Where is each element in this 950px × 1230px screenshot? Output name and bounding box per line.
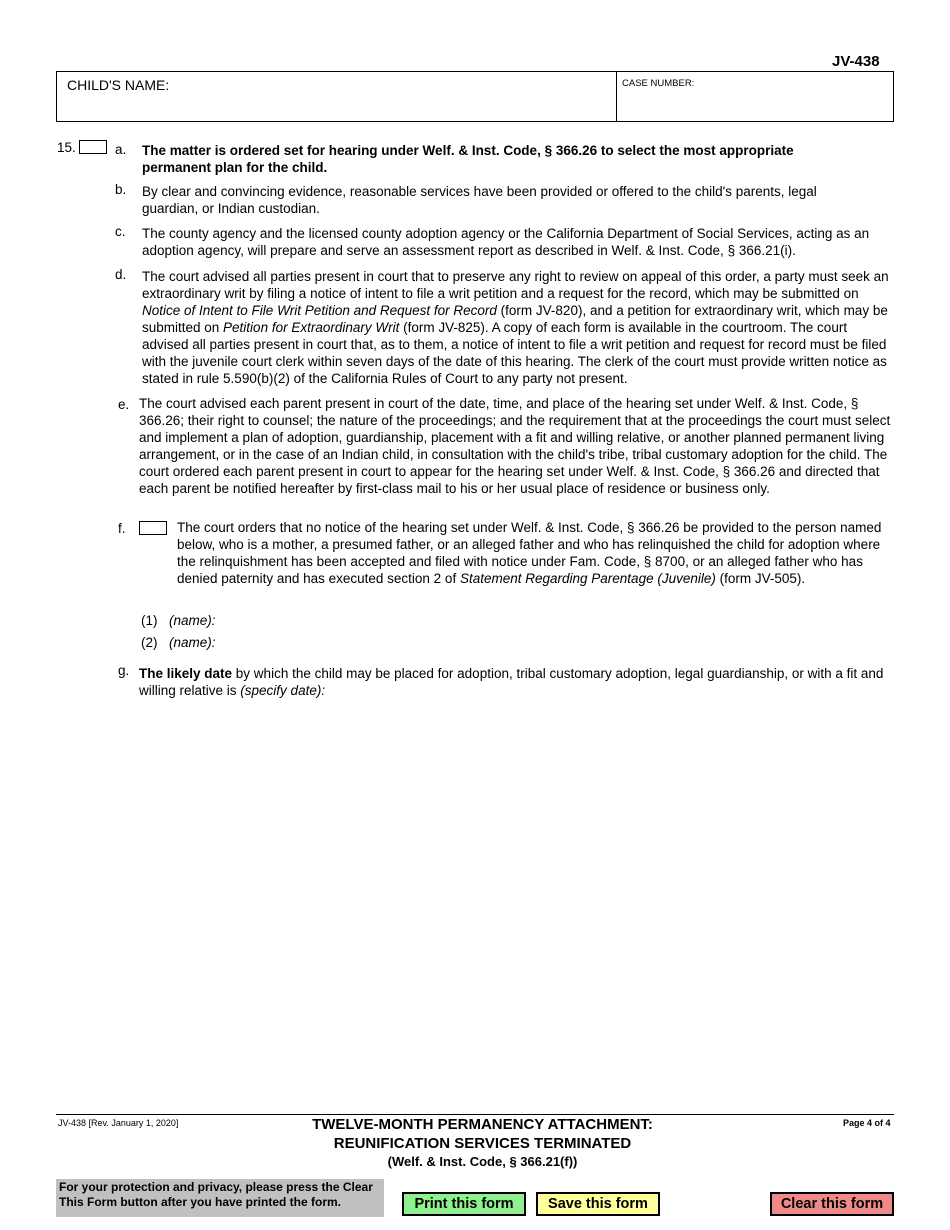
name-2-field[interactable] — [222, 632, 882, 650]
name-2-label: (name): — [169, 635, 216, 650]
item-f-letter: f. — [118, 521, 126, 536]
item-f-checkbox[interactable] — [139, 521, 167, 535]
name-2-number: (2) — [141, 635, 158, 650]
item-f-text: The court orders that no notice of the hearing set under Welf. & Inst. Code, § 366.26 be provided to the person named below, who is a mother, a presumed father, or an alleged father and who has relinquished the child for adoption where the relinquishment has been accepted and filed with notice under Fam. Code, § 8700, or an alleged father who has denied paternity and has executed section 2 of Statement Regarding Parentage (Juvenile) (form JV-505). — [177, 520, 882, 586]
save-button[interactable]: Save this form — [536, 1192, 660, 1216]
privacy-notice: For your protection and privacy, please press the Clear This Form button after you have printed the form. — [56, 1179, 384, 1217]
footer-title-line2: REUNIFICATION SERVICES TERMINATED — [333, 1135, 632, 1152]
item-a-letter: a. — [115, 142, 127, 157]
item-g-text: The likely date by which the child may be placed for adoption, tribal customary adoption, legal guardianship, or with a fit and willing relative is (specify date): — [139, 666, 884, 698]
footer-title-line3: (Welf. & Inst. Code, § 366.21(f)) — [387, 1154, 578, 1169]
item-b-letter: b. — [115, 182, 127, 197]
item-e-text: The court advised each parent present in court of the date, time, and place of the hearing set under Welf. & Inst. Code, § 366.26; their right to counsel; the nature of the proceedings; and the requirement that at the proceedings the court must select and implement a plan of adoption, guardianship, placement with a fit and willing relative, or another planned permanent living arrangement, or in the case of an Indian child, in consultation with the child's tribe, tribal customary adoption for the child. The court ordered each parent present in court to appear for the hearing set under Welf. & Inst. Code, § 366.26 and directed that each parent be notified hereafter by first-class mail to his or her usual place of residence or business only. — [139, 396, 891, 496]
case-number-label: CASE NUMBER: — [622, 78, 695, 89]
print-button[interactable]: Print this form — [402, 1192, 526, 1216]
name-1-field[interactable] — [222, 610, 882, 628]
revision-date: JV-438 [Rev. January 1, 2020] — [58, 1118, 179, 1128]
item-d-text: The court advised all parties present in court that to preserve any right to review on appeal of this order, a party must seek an extraordinary writ by filing a notice of intent to file a writ petition and a request for the record, which may be submitted on Notice of Intent to File Writ Petition and Request for Record (form JV-820), and a petition for extraordinary writ, which may be submitted on Petition for Extraordinary Writ (form JV-825). A copy of each form is available in the courtroom. The court advised all parties present in court that, as to them, a notice of intent to file a writ petition and request for record must be filed with the juvenile court clerk within seven days of the date of this hearing. The clerk of the court must provide written notice as stated in rule 5.590(b)(2) of the California Rules of Court to any party not present. — [142, 269, 889, 386]
item-d-letter: d. — [115, 267, 127, 282]
form-id: JV-438 — [832, 53, 880, 70]
item-number: 15. — [57, 140, 76, 155]
header-box — [56, 71, 894, 122]
name-1-label: (name): — [169, 613, 216, 628]
page-number: Page 4 of 4 — [843, 1118, 891, 1128]
footer-divider — [56, 1114, 894, 1115]
item-c-text: The county agency and the licensed county adoption agency or the California Department of Social Services, acting as an adoption agency, will prepare and serve an assessment report as described in Welf. & Inst. Code, § 366.21(i). — [142, 226, 870, 258]
item-g-letter: g. — [118, 663, 130, 678]
item-e-letter: e. — [118, 397, 130, 412]
child-name-field[interactable] — [57, 72, 617, 121]
name-1-number: (1) — [141, 613, 158, 628]
item15-checkbox[interactable] — [79, 140, 107, 154]
item-a-text: The matter is ordered set for hearing under Welf. & Inst. Code, § 366.26 to select the most appropriate permanent plan for the child. — [142, 143, 794, 175]
footer-title-line1: TWELVE-MONTH PERMANENCY ATTACHMENT: — [312, 1116, 653, 1133]
child-name-label: CHILD'S NAME: — [67, 77, 170, 93]
clear-button[interactable]: Clear this form — [770, 1192, 894, 1216]
specify-date-field[interactable] — [362, 680, 882, 698]
item-c-letter: c. — [115, 224, 126, 239]
item-b-text: By clear and convincing evidence, reasonable services have been provided or offered to the child's parents, legal guardian, or Indian custodian. — [142, 184, 817, 216]
